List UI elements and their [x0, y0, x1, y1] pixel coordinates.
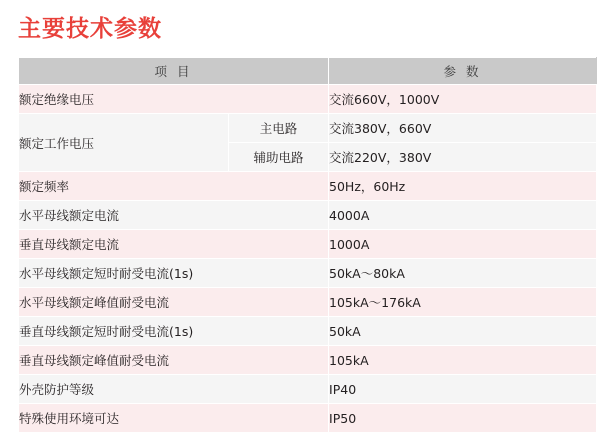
- row-value: 交流380V，660V: [329, 114, 597, 143]
- table-row: [19, 346, 597, 375]
- row-value: 交流220V，380V: [329, 143, 597, 172]
- table-row: [19, 288, 597, 317]
- table-header-row: [19, 58, 597, 85]
- page-title: 主要技术参数: [18, 16, 162, 42]
- table-row: [19, 230, 597, 259]
- row-value: 1000A: [329, 230, 597, 259]
- row-label: 额定频率: [19, 172, 329, 201]
- row-value: 4000A: [329, 201, 597, 230]
- row-label: 水平母线额定电流: [19, 201, 329, 230]
- table-row: [19, 114, 597, 143]
- table-row: [19, 317, 597, 346]
- row-label: 垂直母线额定峰值耐受电流: [19, 346, 329, 375]
- table-row: [19, 201, 597, 230]
- document-page: [0, 14, 614, 442]
- row-value: IP50: [329, 404, 597, 433]
- row-value: 50kA: [329, 317, 597, 346]
- table-row: [19, 404, 597, 433]
- table-header: [19, 58, 597, 85]
- row-value: 50kA～80kA: [329, 259, 597, 288]
- row-value: 交流660V，1000V: [329, 85, 597, 114]
- column-header-item: 项 目: [19, 58, 329, 85]
- row-sublabel: 主电路: [229, 114, 329, 143]
- table-row: [19, 85, 597, 114]
- row-label: 额定工作电压: [19, 114, 229, 172]
- table-row: [19, 375, 597, 404]
- table-body: [19, 85, 597, 433]
- row-label: 外壳防护等级: [19, 375, 329, 404]
- row-label: 额定绝缘电压: [19, 85, 329, 114]
- specifications-table: [18, 57, 597, 433]
- row-label: 垂直母线额定短时耐受电流(1s): [19, 317, 329, 346]
- row-label: 垂直母线额定电流: [19, 230, 329, 259]
- row-label: 特殊使用环境可达: [19, 404, 329, 433]
- table-row: [19, 172, 597, 201]
- row-label: 水平母线额定短时耐受电流(1s): [19, 259, 329, 288]
- table-row: [19, 259, 597, 288]
- row-label: 水平母线额定峰值耐受电流: [19, 288, 329, 317]
- column-header-parameter: 参 数: [329, 58, 597, 85]
- row-value: 50Hz，60Hz: [329, 172, 597, 201]
- row-sublabel: 辅助电路: [229, 143, 329, 172]
- row-value: 105kA～176kA: [329, 288, 597, 317]
- row-value: IP40: [329, 375, 597, 404]
- row-value: 105kA: [329, 346, 597, 375]
